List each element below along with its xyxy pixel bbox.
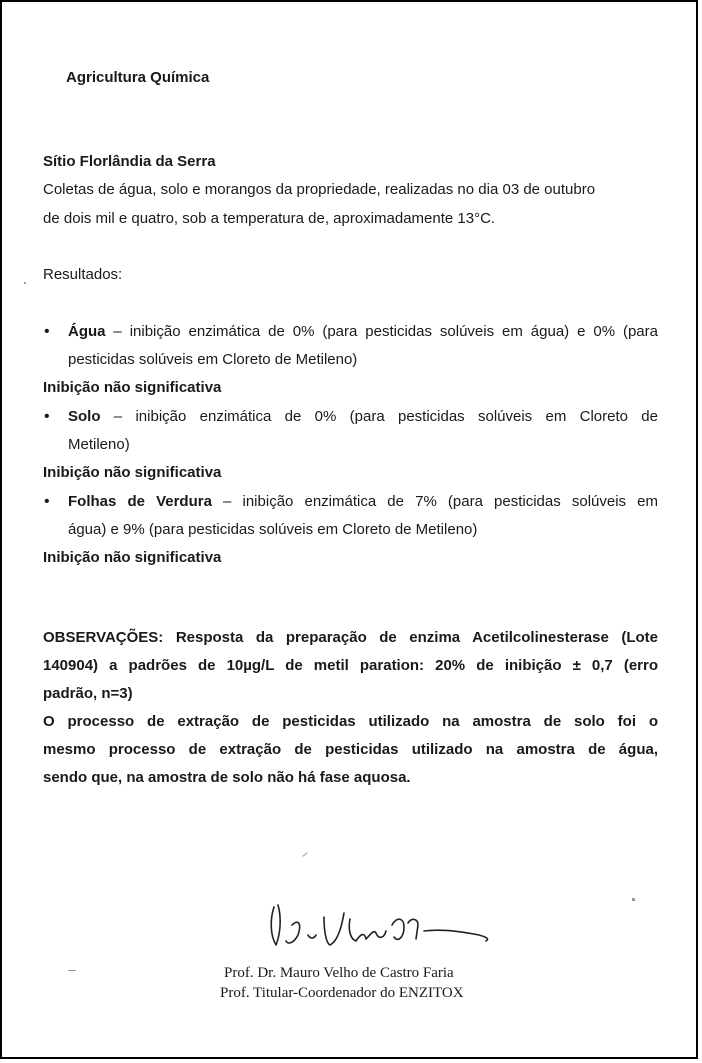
bullet-icon: •	[44, 493, 50, 510]
scan-speck	[24, 282, 26, 284]
handwritten-signature	[264, 895, 514, 955]
site-description-line-2: de dois mil e quatro, sob a temperatura de, aproximadamente 13°C.	[43, 210, 496, 227]
result-item-agua-line-2: pesticidas solúveis em Cloreto de Metileno)	[68, 351, 358, 368]
document-title: Agricultura Química	[66, 69, 210, 86]
result-item-folhas-name: Folhas de Verdura	[68, 493, 212, 510]
result-item-solo-name: Solo	[68, 408, 101, 425]
observations-line-5: mesmo processo de extração de pesticidas utilizado na amostra de água,	[43, 741, 658, 758]
result-item-solo-verdict: Inibição não significativa	[43, 464, 222, 481]
result-item-solo-text: – inibição enzimática de 0% (para pesticidas solúveis em Cloreto de	[100, 408, 658, 425]
result-item-folhas-text: – inibição enzimática de 7% (para pesticidas solúveis em	[211, 493, 658, 510]
observations-line-1: OBSERVAÇÕES: Resposta da preparação de enzima Acetilcolinesterase (Lote	[43, 629, 658, 646]
bullet-icon: •	[44, 323, 50, 340]
result-item-agua-text: – inibição enzimática de 0% (para pesticidas solúveis em água) e 0% (para	[105, 323, 658, 340]
scan-speck	[302, 852, 307, 857]
site-description-line-1: Coletas de água, solo e morangos da propriedade, realizadas no dia 03 de outubro	[43, 181, 596, 198]
result-item-folhas-verdict: Inibição não significativa	[43, 549, 222, 566]
result-item-agua-verdict: Inibição não significativa	[43, 379, 222, 396]
observations-line-3: padrão, n=3)	[43, 685, 133, 702]
signatory-role: Prof. Titular-Coordenador do ENZITOX	[220, 985, 464, 1001]
scan-speck	[632, 898, 635, 901]
result-item-folhas-line-1	[68, 492, 658, 511]
result-item-agua-line-1	[68, 322, 658, 341]
observations-line-2: 140904) a padrões de 10µg/L de metil paration: 20% de inibição ± 0,7 (erro	[43, 657, 658, 674]
result-item-folhas-line-2: água) e 9% (para pesticidas solúveis em Cloreto de Metileno)	[68, 521, 478, 538]
result-item-solo-line-2: Metileno)	[68, 436, 130, 453]
results-heading: Resultados:	[43, 266, 123, 283]
site-name: Sítio Florlândia da Serra	[43, 153, 216, 170]
scan-speck	[68, 970, 76, 971]
observations-line-6: sendo que, na amostra de solo não há fase aquosa.	[43, 769, 411, 786]
observations-line-4: O processo de extração de pesticidas utilizado na amostra de solo foi o	[43, 713, 658, 730]
result-item-solo-line-1	[68, 407, 658, 426]
result-item-agua-name: Água	[68, 323, 106, 340]
bullet-icon: •	[44, 408, 50, 425]
signatory-name: Prof. Dr. Mauro Velho de Castro Faria	[224, 965, 454, 981]
